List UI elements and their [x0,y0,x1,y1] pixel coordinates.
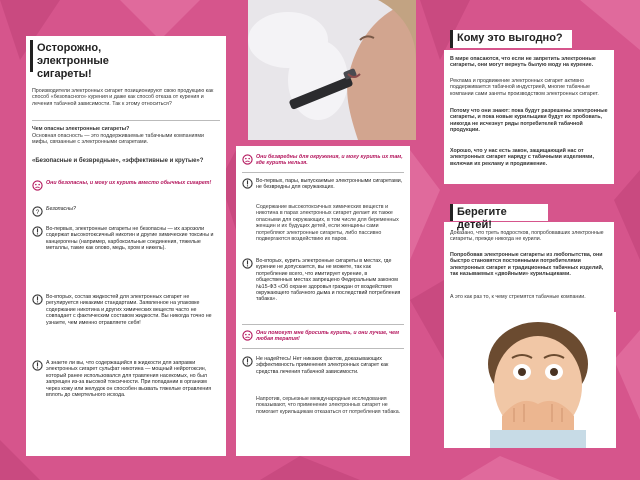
divider [32,120,220,121]
point-text: А знаете ли вы, что содержащийся в жидкости для заправки электронных сигарет сульфат никотина — мощный нейротоксин, который ранее использовался для травления насекомых, но был запрещен из-за высокой токсичности. При попадании в организм через кожу или желудок он способен вызвать тяжелые отравления вплоть до смертельного исхода. [46,360,212,399]
section-title-kids: Берегите детей! [450,204,548,221]
sad-face-icon [32,180,43,191]
question-body: Основная опасность — это поддерживаемые табачными компаниями мифы, связанные с электронными сигаретами. [32,133,204,146]
hope-point [242,356,404,375]
paragraph-1: Доказано, что треть подростков, попробовавших электронные сигареты, прежде никогда не курили. [450,230,604,243]
vaping-woman-photo [248,0,416,140]
warning-icon [242,178,253,189]
first-point [32,226,220,252]
paragraph-2: Попробовав электронные сигареты из любопытства, они быстро становятся постоянными потребителями электронных сигарет и традиционных табачных изделий, так называемых «двойными» курильщиками. [450,252,604,278]
divider [242,324,404,325]
research-text: Напротив, серьезные международные исследования показывают, что применение электронных сигарет не помогает курильщикам отказаться от потребления табака. [256,396,401,415]
point-text: Во-вторых, состав жидкостей для электронных сигарет не регулируется никакими стандартами. Заявленное на упаковке содержание никотина и других химических веществ часто не совпадает с фактическим составом жидкости. Вы никогда точно не узнаете, чем именно отравляете себя! [46,294,212,326]
left-panel [26,36,226,456]
second-point [242,258,404,303]
question-heading: Чем опасны электронные сигареты? [32,126,130,132]
sad-face-icon [242,154,253,165]
callout-text: Безопасны? [46,206,76,212]
paragraph-2: Реклама и продвижение электронных сигарет активно поддерживается табачной индустрией, многие табачные компании сами заняты производством электронных сигарет. [450,78,599,97]
paragraph-3: А это как раз то, к чему стремятся табачные компании. [450,294,586,300]
intro-text: Производители электронных сигарет позиционируют свою продукцию как способ «безопасного» курения и даже как способ отказа от курения и лечения табачной зависимости. Так к этому относиться? [32,88,214,107]
divider [242,172,404,173]
point-text: Во-первых, электронные сигареты не безопасны — их аэрозоли содержат высокотоксичный никотин и другие химические токсины и канцерогены (например, карбоксильные соединения, тяжелые металлы, такие как олово, медь, хром и никель). [46,226,214,252]
right-top-panel [444,50,614,184]
warning-icon [242,258,253,269]
callout-text: Они помогут мне бросить курить, и они лучше, чем любая терапия! [256,330,400,343]
svg-text:?: ? [35,208,40,216]
myths-heading: «Безопасные и безвредные», «эффективные и крутые»? [32,158,204,164]
question-icon [32,206,43,217]
callout-text: Они безопасны, и могу их курить вместо обычных сигарет! [46,180,212,186]
middle-panel [236,146,410,456]
page-title: Осторожно, электронные сигареты! [30,40,162,72]
point-text: Не надейтесь! Нет никаких фактов, доказывающих эффективность применения электронных сигарет как средства лечения табачной зависимости. [256,356,389,375]
divider [242,348,404,349]
callout-harmless-claim [242,154,404,167]
point-text: Во-вторых, курить электронные сигареты в местах, где курение не допускается, вы не можете, так как потребление всего, что имитирует курение, в общественных местах запрещено Федеральным законом №15-ФЗ «Об охране здоровья граждан от воздействия окружающего табачного дыма и последствий потребления табака». [256,258,401,303]
content-text: Содержание высокотоксичных химических веществ и никотина в парах электронных сигарет делает их также опасными для окружающих, в том числе для беременных женщин и их будущих детей, если женщины сами потребляют электронные сигареты, либо пассивно подвергаются воздействию их паров. [256,204,399,243]
paragraph-3: Потому что они знают: пока будут разрешены электронные сигареты, и пока новые курильщики будут их пробовать, никогда не исчезнут ряды потребителей табачной продукции. [450,108,608,134]
warning-icon [32,294,43,305]
warning-icon [242,356,253,367]
paragraph-4: Хорошо, что у нас есть закон, защищающий нас от электронных сигарет наряду с табачными изделиями, включая их рекламу и продвижение. [450,148,594,167]
callout-safe-claim [32,180,220,191]
section-title-who: Кому это выгодно? [450,30,572,48]
first-point [242,178,404,191]
warning-icon [32,360,43,371]
warning-icon [32,226,43,237]
point-text: Во-первых, пары, выпускаемые электронными сигаретами, не безвредны для окружающих. [256,178,403,191]
know-point [32,360,220,398]
surprised-boy-photo [460,312,616,448]
sad-face-icon [242,330,253,341]
second-point [32,294,220,326]
callout-safe-question [32,206,220,217]
paragraph-1: В мире опасаются, что если не запретить электронные сигареты, они могут вернуть былую моду на курение. [450,56,596,69]
callout-text: Они безвредны для окружения, и могу курить их там, где курить нельзя. [256,154,403,167]
callout-quit-claim [242,330,404,343]
